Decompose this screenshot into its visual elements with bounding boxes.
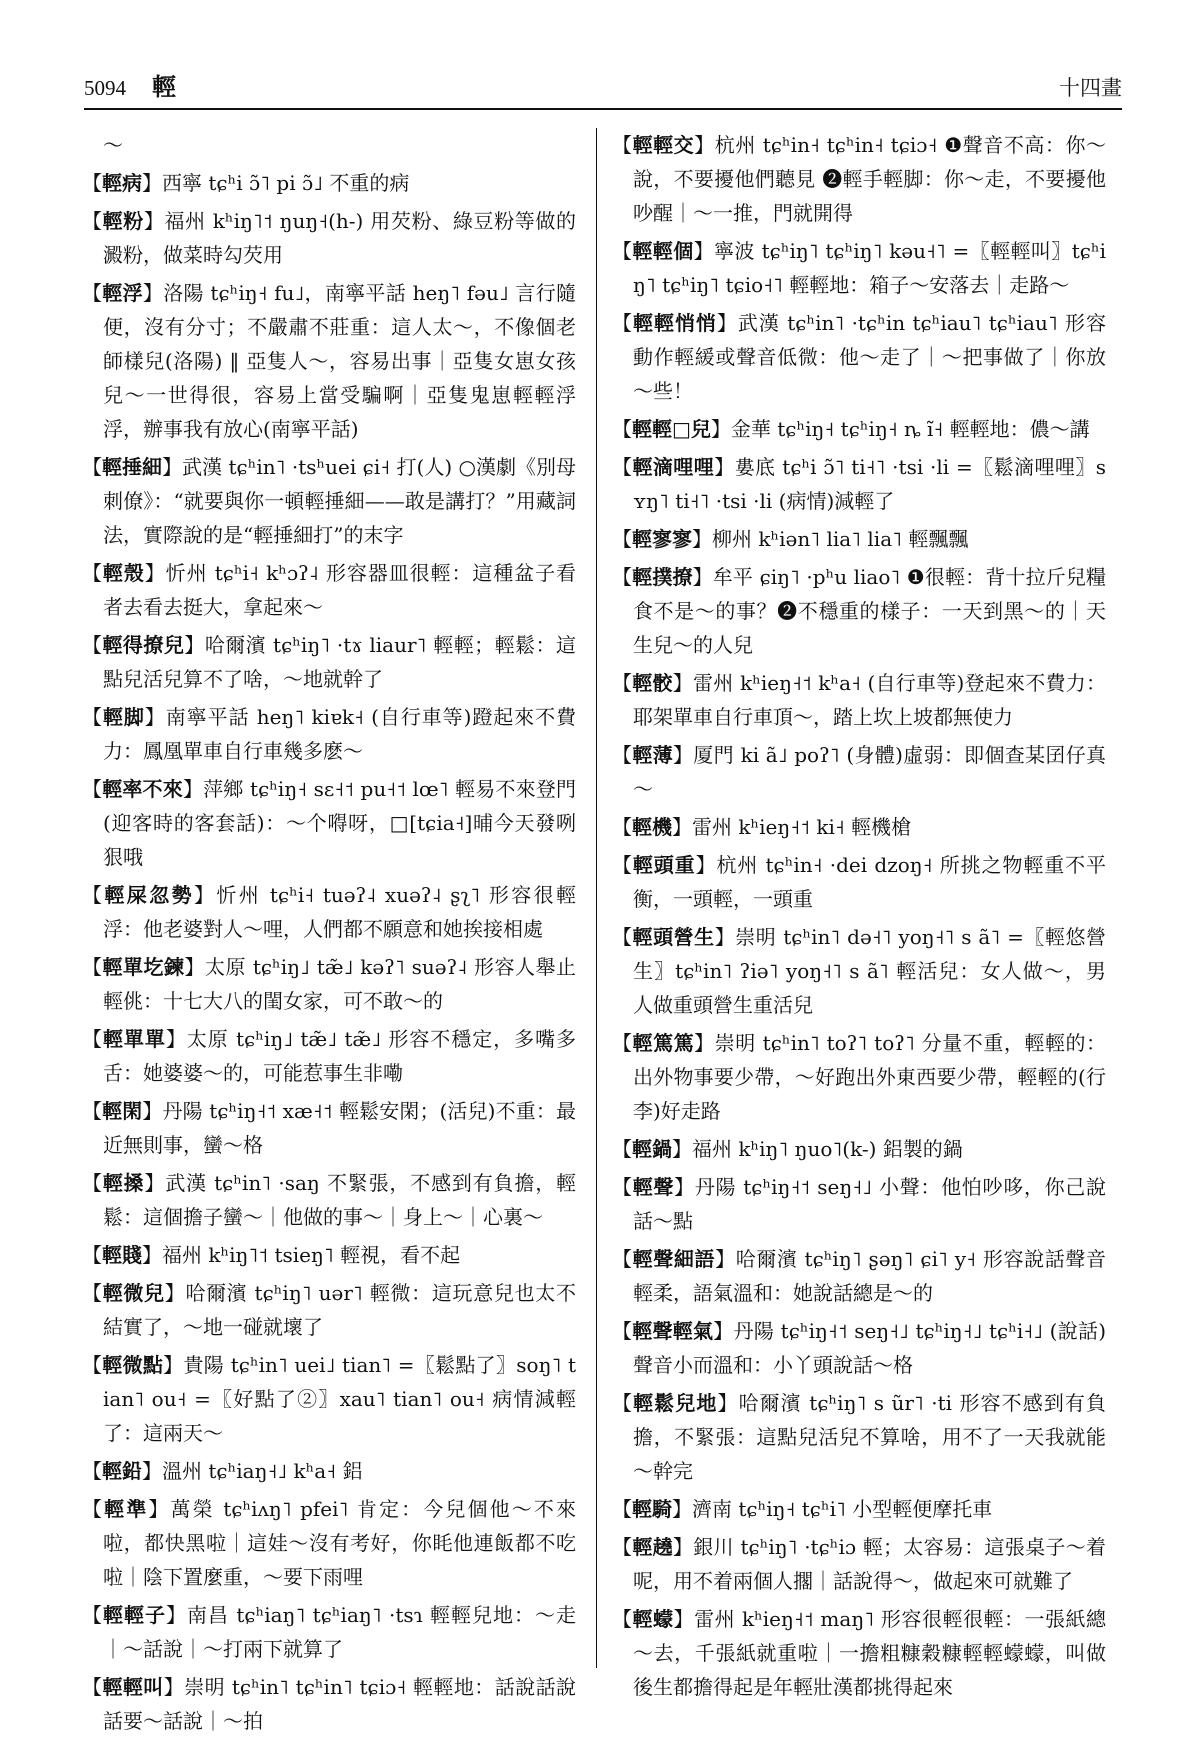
entry-definition: 溫州 tɕʰiaŋ˧˩ kʰa˧ 鋁 xyxy=(162,1459,363,1483)
dictionary-entry xyxy=(82,1454,576,1488)
header-left xyxy=(84,67,176,102)
entry-definition: 哈爾濱 tɕʰiŋ˥ s ũr˥ ·ti 形容不感到有負擔，不緊張：這點兒活兒不算啥，用不了一天我就能～幹完 xyxy=(633,1391,1107,1483)
entry-headword: 【輕搡】 xyxy=(82,1171,166,1195)
entry-headword: 【輕鍋】 xyxy=(612,1137,692,1161)
dictionary-entry xyxy=(82,950,576,1018)
entry-definition: 武漢 tɕʰin˥ ·tsʰuei ɕi˧ 打(人) ○漢劇《別母刺僚》：“就要與你一頓輕捶細——敢是講打？”用藏詞法，實際說的是“輕捶細打”的末字 xyxy=(103,455,577,547)
entry-definition: 杭州 tɕʰin˧ ·dei dzoŋ˧ 所挑之物輕重不平衡，一頭輕，一頭重 xyxy=(633,853,1106,911)
dictionary-entry xyxy=(82,1238,576,1272)
entry-definition: 雷州 kʰieŋ˧˦ maŋ˥ 形容很輕很輕：一張紙總～去，千張紙就重啦｜一擔粗糠穀糠輕輕蠓蠓，叫做後生都擔得起是年輕壯漢都挑得起來 xyxy=(633,1607,1107,1699)
entry-headword: 【輕病】 xyxy=(82,171,162,195)
dictionary-entry xyxy=(82,878,576,946)
entry-headword: 【輕撲撩】 xyxy=(612,565,713,589)
dictionary-entry xyxy=(612,1492,1106,1526)
dictionary-entry xyxy=(612,1530,1106,1598)
entry-headword: 【輕輕個】 xyxy=(612,239,715,263)
dictionary-entry xyxy=(82,1276,576,1344)
dictionary-entry xyxy=(82,166,576,200)
entry-headword: 【輕脚】 xyxy=(82,705,166,729)
entry-headword: 【輕賤】 xyxy=(82,1243,162,1267)
entry-headword: 【輕騎】 xyxy=(612,1497,692,1521)
dictionary-entry xyxy=(612,522,1106,556)
entry-headword: 【輕機】 xyxy=(612,815,692,839)
entry-headword: 【輕殼】 xyxy=(82,561,166,585)
dictionary-entry xyxy=(82,1598,576,1666)
dictionary-entry xyxy=(612,666,1106,734)
entry-headword: 【輕輕□兒】 xyxy=(612,417,731,441)
entry-definition: 雷州 kʰieŋ˧˦ ki˧ 輕機槍 xyxy=(692,815,912,839)
entry-definition: 南寧平話 heŋ˥ kiɐk˧ (自行車等)蹬起來不費力：鳳凰單車自行車幾多麽～ xyxy=(103,705,577,763)
entry-headword: 【輕粉】 xyxy=(82,209,165,233)
entry-definition: 福州 kʰiŋ˥˦ ŋuŋ˧(h-) 用芡粉、綠豆粉等做的澱粉，做菜時勾芡用 xyxy=(103,209,577,267)
right-column xyxy=(612,128,1106,1708)
dictionary-entry xyxy=(612,1602,1106,1704)
entry-headword: 【輕捶細】 xyxy=(82,455,183,479)
entry-headword: 【輕浮】 xyxy=(82,281,164,305)
entry-headword: 【輕頭重】 xyxy=(612,853,717,877)
entry-definition: 哈爾濱 tɕʰiŋ˥ ·tɤ liaur˥ 輕輕；輕鬆：這點兒活兒算不了啥，～地就幹了 xyxy=(103,633,577,691)
entry-definition: 福州 kʰiŋ˥˦ tsieŋ˥ 輕視，看不起 xyxy=(162,1243,461,1267)
dictionary-entry xyxy=(612,920,1106,1022)
head-character: 輕 xyxy=(152,72,176,101)
dictionary-entry xyxy=(612,1386,1106,1488)
dictionary-entry xyxy=(612,128,1106,230)
dictionary-entry xyxy=(82,556,576,624)
entry-definition: 太原 tɕʰiŋ˩ tæ̃˩ kəʔ˥ suəʔ˨ 形容人舉止輕佻：十七大八的閨女家，可不敢～的 xyxy=(103,955,577,1013)
entry-headword: 【輕單圪鍊】 xyxy=(82,955,205,979)
entry-definition: 寧波 tɕʰiŋ˥ tɕʰiŋ˥ kəu˧˥ =〖輕輕叫〗tɕʰiŋ˥ tɕʰiŋ˥ tɕio˧˥ 輕輕地：箱子～安落去｜走路～ xyxy=(633,239,1106,297)
entry-definition: ～ xyxy=(103,133,123,157)
entry-headword: 【輕滴哩哩】 xyxy=(612,455,735,479)
entry-headword: 【輕鉛】 xyxy=(82,1459,162,1483)
page-header xyxy=(84,60,1122,110)
dictionary-entry xyxy=(82,1348,576,1450)
dictionary-entry xyxy=(612,1132,1106,1166)
entry-headword: 【輕單單】 xyxy=(82,1027,187,1051)
entry-definition: 洛陽 tɕʰiŋ˧ fu˩，南寧平話 heŋ˥ fəu˩ 言行隨便，沒有分寸；不嚴肅不莊重：這人太～，不像個老師樣兒(洛陽) ‖ 亞隻人～，容易出事｜亞隻女崽女孩兒～一世得很，容易上當受騙啊｜亞隻鬼崽輕輕浮浮，辦事我有放心(南寧平話) xyxy=(103,281,576,441)
entry-definition: 杭州 tɕʰin˧ tɕʰin˧ tɕiɔ˧ ❶聲音不高：你～說，不要擾他們聽見 ❷輕手輕脚：你～走，不要擾他吵醒｜～一推，門就開得 xyxy=(633,133,1107,225)
entry-headword: 【輕屎忽勢】 xyxy=(82,883,217,907)
dictionary-entry xyxy=(612,1242,1106,1310)
dictionary-entry xyxy=(82,276,576,446)
entry-headword: 【輕微點】 xyxy=(82,1353,184,1377)
entry-definition: 牟平 ɕiŋ˥ ·pʰu liao˥ ❶很輕：背十拉斤兒糧食不是～的事？❷不穩重的樣子：一天到黑～的｜天生兒～的人兒 xyxy=(633,565,1107,657)
entry-definition: 丹陽 tɕʰiŋ˧˦ xæ˧˦ 輕鬆安閑；(活兒)不重：最近無則事，蠻～格 xyxy=(103,1099,577,1157)
entry-definition: 丹陽 tɕʰiŋ˧˦ seŋ˧˩ 小聲：他怕吵哆，你己說話～點 xyxy=(633,1175,1106,1233)
page-number: 5094 xyxy=(84,76,126,100)
dictionary-entry xyxy=(82,1670,576,1738)
entry-headword: 【輕趬】 xyxy=(612,1535,694,1559)
entry-headword: 【輕聲輕氣】 xyxy=(612,1319,734,1343)
entry-headword: 【輕得撩兒】 xyxy=(82,633,205,657)
entry-definition: 南昌 tɕʰiaŋ˥ tɕʰiaŋ˥ ·tsɿ 輕輕兒地：～走｜～話說｜～打兩下就算了 xyxy=(103,1603,577,1661)
entry-definition: 濟南 tɕʰiŋ˧ tɕʰi˥ 小型輕便摩托車 xyxy=(692,1497,993,1521)
entry-headword: 【輕寥寥】 xyxy=(612,527,712,551)
entry-headword: 【輕輕悄悄】 xyxy=(612,311,738,335)
dictionary-entry xyxy=(612,738,1106,806)
dictionary-entry xyxy=(612,1314,1106,1382)
entry-definition: 丹陽 tɕʰiŋ˧˦ seŋ˧˩ tɕʰiŋ˧˩ tɕʰi˧˩ (說話)聲音小而溫和：小丫頭說話～格 xyxy=(633,1319,1107,1377)
entry-headword: 【輕篤篤】 xyxy=(612,1031,715,1055)
entry-definition: 貴陽 tɕʰin˥ uei˩ tian˥ =〖鬆點了〗soŋ˥ tian˥ ou˧ =〖好點了②〗xau˥ tian˥ ou˧ 病情減輕了：這兩天～ xyxy=(103,1353,577,1445)
entry-headword: 【輕輕子】 xyxy=(82,1603,187,1627)
entry-definition: 萍鄉 tɕʰiŋ˧ sɛ˧˦ pu˧˦ lœ˥ 輕易不來登門(迎客時的客套話)：～个嘚呀，□[tɕia˧]晡今天發咧狠哦 xyxy=(103,777,576,869)
entry-definition: 銀川 tɕʰiŋ˥ ·tɕʰiɔ 輕；太容易：這張桌子～着呢，用不着兩個人擱｜話說得～，做起來可就難了 xyxy=(633,1535,1107,1593)
entry-definition: 金華 tɕʰiŋ˧ tɕʰiŋ˧ ȵ ĩ˧ 輕輕地：儂～講 xyxy=(730,417,1090,441)
dictionary-entry xyxy=(612,306,1106,408)
entry-headword: 【輕聲細語】 xyxy=(612,1247,736,1271)
entry-definition: 婁底 tɕʰi ɔ̃˥ ti˧˥ ·tsi ·li =〖鬆滴哩哩〗sʏŋ˥ ti˧˥ ·tsi ·li (病情)減輕了 xyxy=(633,455,1107,513)
entry-definition: 忻州 tɕʰi˧ tuəʔ˨ xuəʔ˨ ʂʅ˥ 形容很輕浮：他老婆對人～哩，人們都不願意和她挨接相處 xyxy=(103,883,577,941)
entry-definition: 福州 kʰiŋ˥ ŋuo˥(k-) 鋁製的鍋 xyxy=(692,1137,963,1161)
entry-headword: 【輕閑】 xyxy=(82,1099,163,1123)
dictionary-entry xyxy=(82,772,576,874)
entry-definition: 柳州 kʰiən˥ lia˥ lia˥ 輕飄飄 xyxy=(712,527,969,551)
dictionary-entry xyxy=(612,450,1106,518)
entry-headword: 【輕準】 xyxy=(82,1497,171,1521)
left-column xyxy=(82,128,576,1742)
entry-definition: 哈爾濱 tɕʰiŋ˥ ʂəŋ˥ ɕi˥ y˧ 形容說話聲音輕柔，語氣溫和：她說話總是～的 xyxy=(633,1247,1107,1305)
dictionary-entry xyxy=(612,810,1106,844)
column-divider xyxy=(596,128,597,1668)
entry-definition: 萬榮 tɕʰiʌŋ˥ pfei˥ 肯定：今兒個他～不來啦，都快黑啦｜這娃～沒有考好，你眊他連飯都不吃啦｜陰下置麼重，～要下雨哩 xyxy=(103,1497,577,1589)
dictionary-entry xyxy=(612,1170,1106,1238)
entry-definition: 哈爾濱 tɕʰiŋ˥ uər˥ 輕微：這玩意兒也太不結實了，～地一碰就壞了 xyxy=(103,1281,576,1339)
entry-headword: 【輕輕叫】 xyxy=(82,1675,185,1699)
dictionary-entry xyxy=(82,1094,576,1162)
dictionary-entry xyxy=(612,234,1106,302)
entry-definition: 崇明 tɕʰin˥ toʔ˥ toʔ˥ 分量不重，輕輕的：出外物事要少帶，～好跑出外東西要少帶，輕輕的(行李)好走路 xyxy=(633,1031,1107,1123)
entry-definition: 崇明 tɕʰin˥ də˧˥ yoŋ˧˥ s ã˥ =〖輕悠營生〗tɕʰin˥ ʔiə˥ yoŋ˧˥ s ã˥ 輕活兒：女人做～，男人做重頭營生重活兒 xyxy=(633,925,1107,1017)
entry-definition: 厦門 ki ã˩ poʔ˥ (身體)虛弱：即個查某囝仔真～ xyxy=(633,743,1107,801)
dictionary-entry xyxy=(82,1492,576,1594)
entry-headword: 【輕頭營生】 xyxy=(612,925,736,949)
entry-definition: 西寧 tɕʰi ɔ̃˥ pi ɔ̃˩ 不重的病 xyxy=(162,171,410,195)
dictionary-entry xyxy=(82,628,576,696)
dictionary-entry xyxy=(612,1026,1106,1128)
dictionary-entry xyxy=(82,700,576,768)
dictionary-entry xyxy=(82,128,576,162)
entry-headword: 【輕率不來】 xyxy=(82,777,204,801)
entry-definition: 忻州 tɕʰi˧ kʰɔʔ˨ 形容器皿很輕：這種盆子看者去看去挺大，拿起來～ xyxy=(103,561,577,619)
entry-headword: 【輕聲】 xyxy=(612,1175,695,1199)
entry-headword: 【輕蠓】 xyxy=(612,1607,695,1631)
dictionary-entry xyxy=(82,1022,576,1090)
entry-definition: 崇明 tɕʰin˥ tɕʰin˥ tɕiɔ˧ 輕輕地：話說話說話要～話說｜～拍 xyxy=(103,1675,577,1733)
entry-headword: 【輕鬆兒地】 xyxy=(612,1391,739,1415)
entry-headword: 【輕輕交】 xyxy=(612,133,715,157)
dictionary-entry xyxy=(612,412,1106,446)
entry-definition: 太原 tɕʰiŋ˩ tæ̃˩ tæ̃˩ 形容不穩定，多嘴多舌：她婆婆～的，可能惹事生非嘞 xyxy=(103,1027,577,1085)
dictionary-entry xyxy=(82,1166,576,1234)
entry-headword: 【輕骹】 xyxy=(612,671,693,695)
entry-headword: 【輕薄】 xyxy=(612,743,694,767)
entry-definition: 雷州 kʰieŋ˧˦ kʰa˧ (自行車等)登起來不費力：耶架單車自行車頂～，踏上坎上坡都無使力 xyxy=(633,671,1107,729)
dictionary-entry xyxy=(612,560,1106,662)
entry-definition: 武漢 tɕʰin˥ ·saŋ 不緊張，不感到有負擔，輕鬆：這個擔子蠻～｜他做的事～｜身上～｜心裏～ xyxy=(103,1171,577,1229)
entry-definition: 武漢 tɕʰin˥ ·tɕʰin tɕʰiau˥ tɕʰiau˥ 形容動作輕緩或聲音低微：他～走了｜～把事做了｜你放～些！ xyxy=(633,311,1107,403)
dictionary-entry xyxy=(612,848,1106,916)
section-label: 十四畫 xyxy=(1059,76,1122,100)
dictionary-entry xyxy=(82,204,576,272)
dictionary-entry xyxy=(82,450,576,552)
entry-headword: 【輕微兒】 xyxy=(82,1281,186,1305)
